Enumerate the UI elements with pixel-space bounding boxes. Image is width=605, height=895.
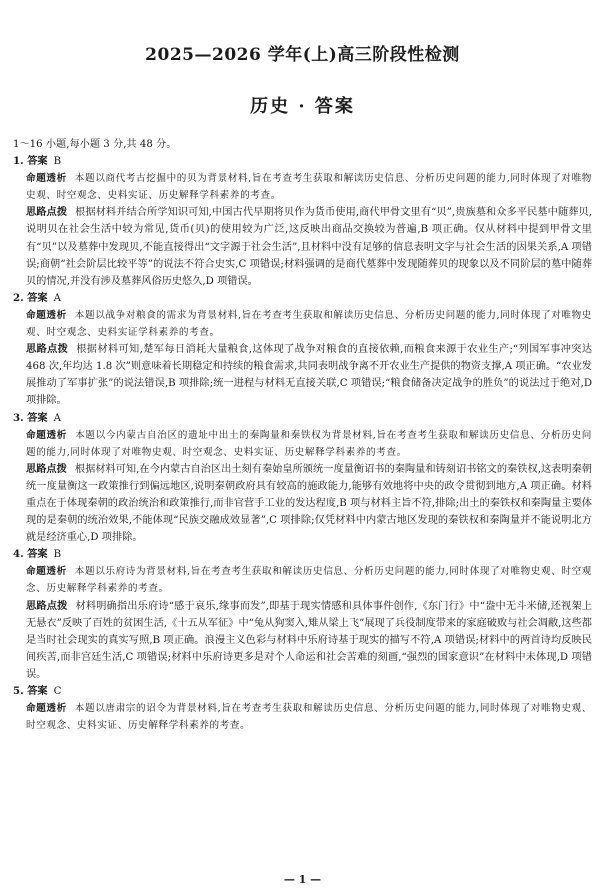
answer-line (13, 290, 592, 307)
section-intro: 1～16 小题,每小题 3 分,共 48 分。 (13, 139, 177, 150)
hint-paragraph (13, 598, 592, 683)
answer-label: 答案 (27, 548, 48, 561)
answer-line (13, 153, 592, 170)
analysis-paragraph (13, 563, 592, 597)
analysis-paragraph (13, 700, 592, 734)
analysis-label: 命题透析 (26, 703, 67, 715)
hint-text: 根据材料可知,楚军每日消耗大量粮食,这体现了战争对粮食的直接依赖,而粮食来源于农业生产;“列国军事冲突达 468 次,年均达 1.8 次”则意味着长期稳定和持续的粮食需求,共同表明战争离不开农业生产提供的物资支撑,A 项正确。“农业发展推动了军事扩张”的说法错误,B 项排除;统一进程与材料无直接关联,C 项错误;“粮食储备决定战争的胜负”的说法过于绝对,D 项排除。 (26, 344, 593, 407)
analysis-text: 本题以战争对粮食的需求为背景材料,旨在考查考生获取和解读历史信息、分析历史问题的能力,同时体现了对唯物史观、时空观念、史料实证学科素养的考查。 (26, 309, 592, 339)
answer-label: 答案 (27, 291, 48, 304)
analysis-label: 命题透析 (26, 309, 67, 321)
question-5 (13, 683, 592, 734)
question-4 (13, 546, 592, 683)
answer-line (13, 546, 592, 563)
analysis-label: 命题透析 (26, 566, 67, 578)
answer-value: B (53, 156, 62, 168)
answer-label: 答案 (27, 155, 48, 168)
answer-value: B (53, 549, 62, 561)
page-subtitle: 历史 · 答案 (250, 96, 355, 117)
question-number: 1. (13, 155, 24, 168)
hint-paragraph (13, 461, 592, 546)
hint-label: 思路点拨 (26, 206, 68, 219)
question-number: 5. (13, 685, 24, 697)
hint-label: 思路点拨 (26, 462, 67, 475)
analysis-paragraph (13, 427, 592, 461)
analysis-paragraph (13, 170, 592, 204)
answer-value: C (53, 686, 62, 697)
analysis-label: 命题透析 (26, 429, 68, 441)
answer-value: A (53, 292, 61, 304)
answer-content (13, 136, 592, 734)
hint-text: 根据材料并结合所学知识可知,中国古代早期将贝作为货币使用,商代甲骨文里有“贝”,贵族墓和众多平民墓中随葬贝,说明贝在社会生活中较为常见,货币(贝)的使用较为广泛,这反映出商品交换较为普遍,B 项正确。仅从材料中提到甲骨文里有“贝”以及墓葬中发现贝,不能直接得出“文字源于社会生活”,且材料中没有足够的信息表明文字与社会生活的因果关系,A 项错误;商朝“社会阶层比较平等”的说法不符合史实,C 项错误;材料强调的是商代墓葬中发现随葬贝的现象以及不同阶层的墓中随葬贝的情况,并没有涉及墓葬风俗历史悠久,D 项错误。 (26, 207, 593, 287)
analysis-label: 命题透析 (26, 173, 67, 185)
answer-line (13, 410, 592, 427)
hint-label: 思路点拨 (26, 343, 69, 356)
analysis-paragraph (13, 307, 592, 341)
analysis-text: 本题以商代考古挖掘中的贝为背景材料,旨在考查考生获取和解读历史信息、分析历史问题的能力,同时体现了对唯物史观、时空观念、史料实证、历史解释学科素养的考查。 (26, 173, 592, 202)
hint-text: 根据材料可知,在今内蒙古自治区出土刻有秦始皇所颁统一度量衡诏书的秦陶量和铸刻诏书铭文的秦铁权,这表明秦朝统一度量衡这一政策推行到偏远地区,说明秦朝政府具有较高的施政能力,能够有效地将中央的政令贯彻到地方,A 项正确。材料重点在于体现秦朝的政治统治和政策推行,而非官营手工业的发达程度,B 项与材料主旨不符,排除;出土的秦铁权和秦陶量主要体现的是秦朝的统治效果,不能体现“民族交融成效显著”,C 项排除;仅凭材料中内蒙古地区发现的秦铁权和秦陶量并不能说明北方就是经济重心,D 项排除。 (26, 463, 592, 544)
analysis-text: 本题以唐肃宗的诏令为背景材料,旨在考查考生获取和解读历史信息、分析历史问题的能力,同时体现了对唯物史观、时空观念、史料实证、历史解释学科素养的考查。 (26, 703, 592, 732)
hint-label: 思路点拨 (26, 599, 68, 612)
hint-paragraph (13, 341, 592, 409)
analysis-text: 本题以今内蒙古自治区的遗址中出土的秦陶量和秦铁权为背景材料,旨在考查考生获取和解读历史信息、分析历史问题的能力,同时体现了对唯物史观、时空观念、史料实证、历史解释学科素养的考查。 (26, 429, 592, 458)
answer-line (13, 683, 592, 700)
page-title: 2025—2026 学年(上)高三阶段性检测 (145, 45, 460, 65)
page-number: — 1 — (283, 873, 322, 886)
answer-value: A (53, 412, 61, 424)
answer-label: 答案 (27, 685, 48, 697)
question-number: 4. (13, 548, 24, 561)
question-2 (13, 290, 592, 410)
question-number: 2. (13, 291, 24, 304)
hint-text: 材料明确指出乐府诗“感于哀乐,缘事而发”,即基于现实情感和具体事件创作,《东门行》中“盎中无斗米储,还视架上无悬衣”反映了百姓的贫困生活,《十五从军征》中“兔从狗窦入,雉从梁上飞”展现了兵役制度带来的家庭破败与社会凋敝,这些都是当时社会现实的真实写照,B 项正确。浪漫主义色彩与材料中乐府诗基于现实的描写不符,A 项错误;材料中的两首诗均反映民间疾苦,而非宫廷生活,C 项错误;材料中乐府诗更多是对个人命运和社会苦难的刻画,“强烈的国家意识”在材料中未体现,D 项错误。 (26, 600, 593, 680)
hint-paragraph (13, 204, 592, 289)
answer-label: 答案 (27, 411, 48, 424)
question-1 (13, 153, 592, 290)
question-number: 3. (13, 411, 24, 424)
analysis-text: 本题以乐府诗为背景材料,旨在考查考生获取和解读历史信息、分析历史问题的能力,同时体现了对唯物史观、时空观念、历史解释学科素养的考查。 (26, 566, 592, 595)
question-3 (13, 410, 592, 547)
